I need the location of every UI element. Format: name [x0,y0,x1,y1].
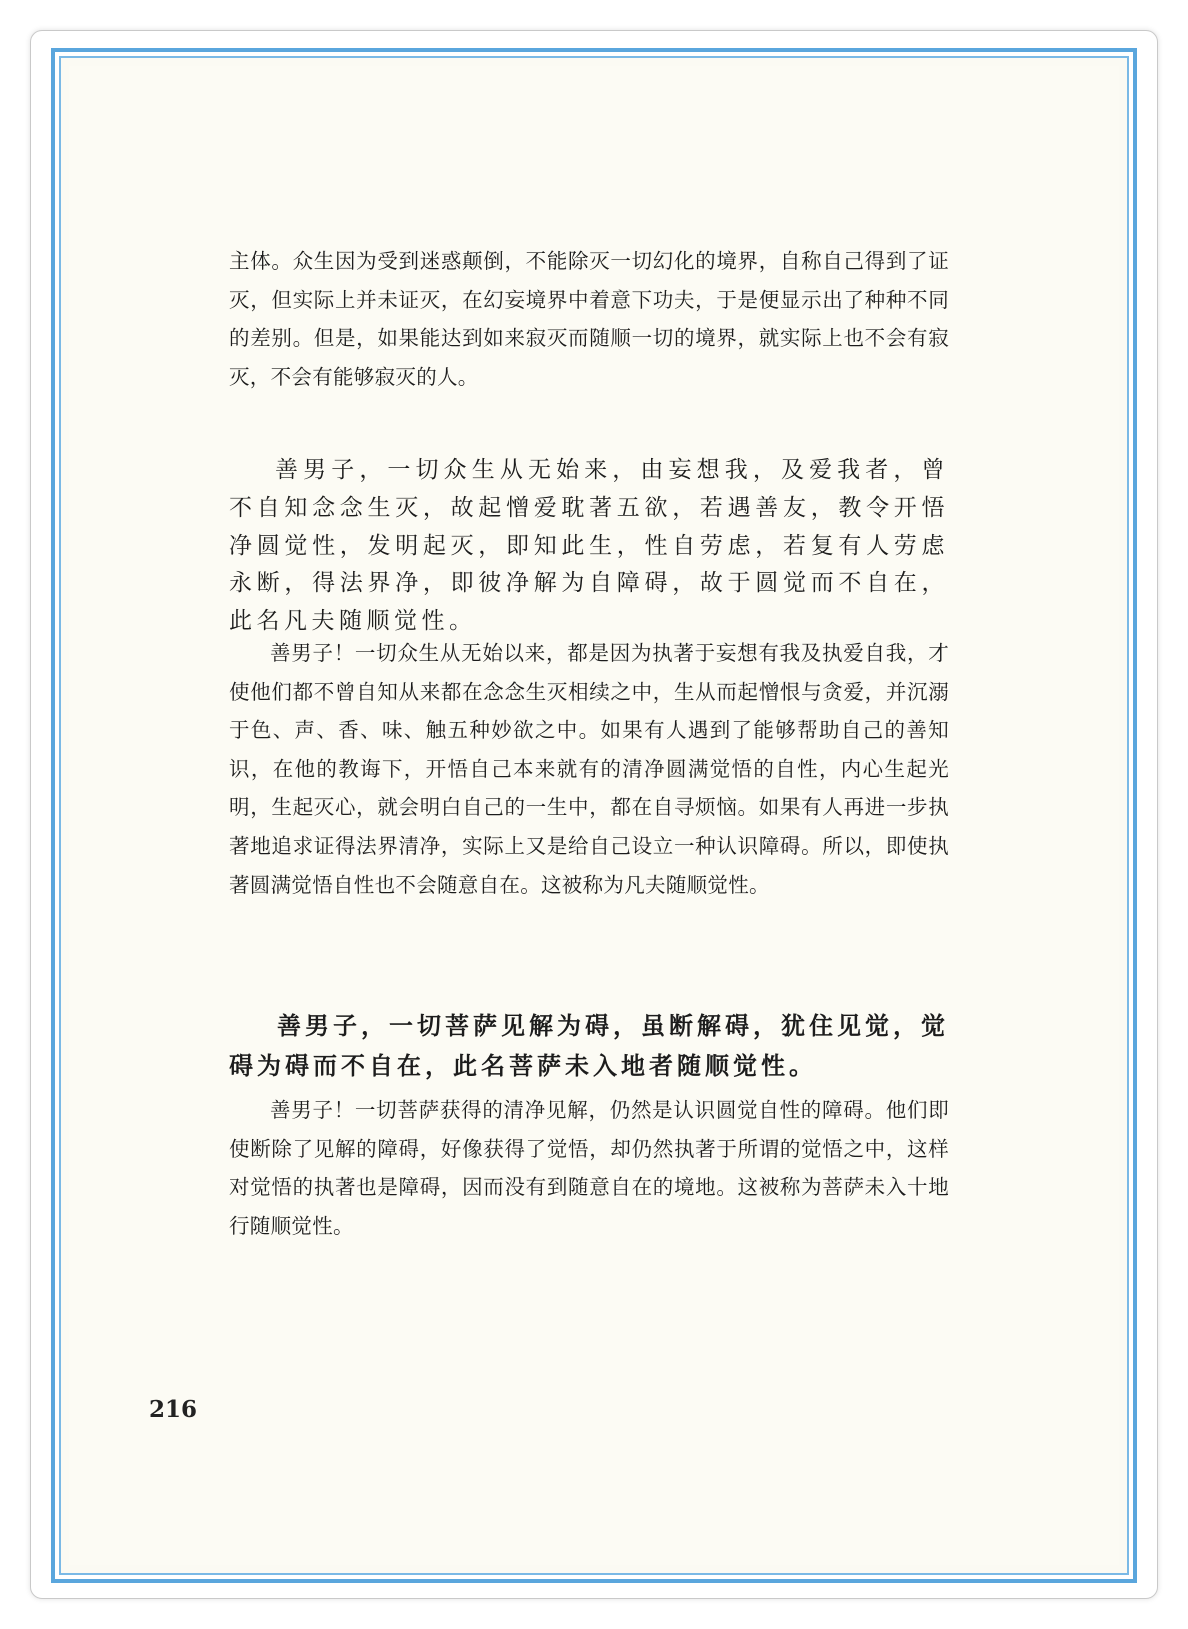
translation-paragraph-2 [229,634,949,904]
translation-text-2: 善男子！一切众生从无始以来，都是因为执著于妄想有我及执爱自我，才使他们都不曾自知从来都在念念生灭相续之中，生从而起憎恨与贪爱，并沉溺于色、声、香、味、触五种妙欲之中。如果有人遇到了能够帮助自己的善知识，在他的教诲下，开悟自己本来就有的清净圆满觉悟的自性，内心生起光明，生起灭心，就会明白自己的一生中，都在自寻烦恼。如果有人再进一步执著地追求证得法界清净，实际上又是给自己设立一种认识障碍。所以，即使执著圆满觉悟自性也不会随意自在。这被称为凡夫随顺觉性。 [229,641,949,897]
book-page [69,66,1119,1565]
translation-paragraph-1 [229,242,949,396]
sutra-paragraph-1 [229,452,949,641]
page-number: 216 [149,1396,198,1423]
sutra-text-2: 善男子，一切菩萨见解为碍，虽断解碍，犹住见觉，觉碍为碍而不自在，此名菩萨未入地者随顺觉性。 [229,1011,949,1080]
translation-paragraph-3 [229,1091,949,1245]
sutra-paragraph-2 [229,1006,949,1086]
translation-text-1: 主体。众生因为受到迷惑颠倒，不能除灭一切幻化的境界，自称自己得到了证灭，但实际上并未证灭，在幻妄境界中着意下功夫，于是便显示出了种种不同的差别。但是，如果能达到如来寂灭而随顺一切的境界，就实际上也不会有寂灭，不会有能够寂灭的人。 [229,249,949,389]
page-frame [51,48,1137,1583]
translation-text-3: 善男子！一切菩萨获得的清净见解，仍然是认识圆觉自性的障碍。他们即使断除了见解的障碍，好像获得了觉悟，却仍然执著于所谓的觉悟之中，这样对觉悟的执著也是障碍，因而没有到随意自在的境地。这被称为菩萨未入十地行随顺觉性。 [229,1098,949,1238]
sutra-text-1: 善男子，一切众生从无始来，由妄想我，及爱我者，曾不自知念念生灭，故起憎爱耽著五欲，若遇善友，教令开悟净圆觉性，发明起灭，即知此生，性自劳虑，若复有人劳虑永断，得法界净，即彼净解为自障碍，故于圆觉而不自在，此名凡夫随顺觉性。 [229,457,949,635]
